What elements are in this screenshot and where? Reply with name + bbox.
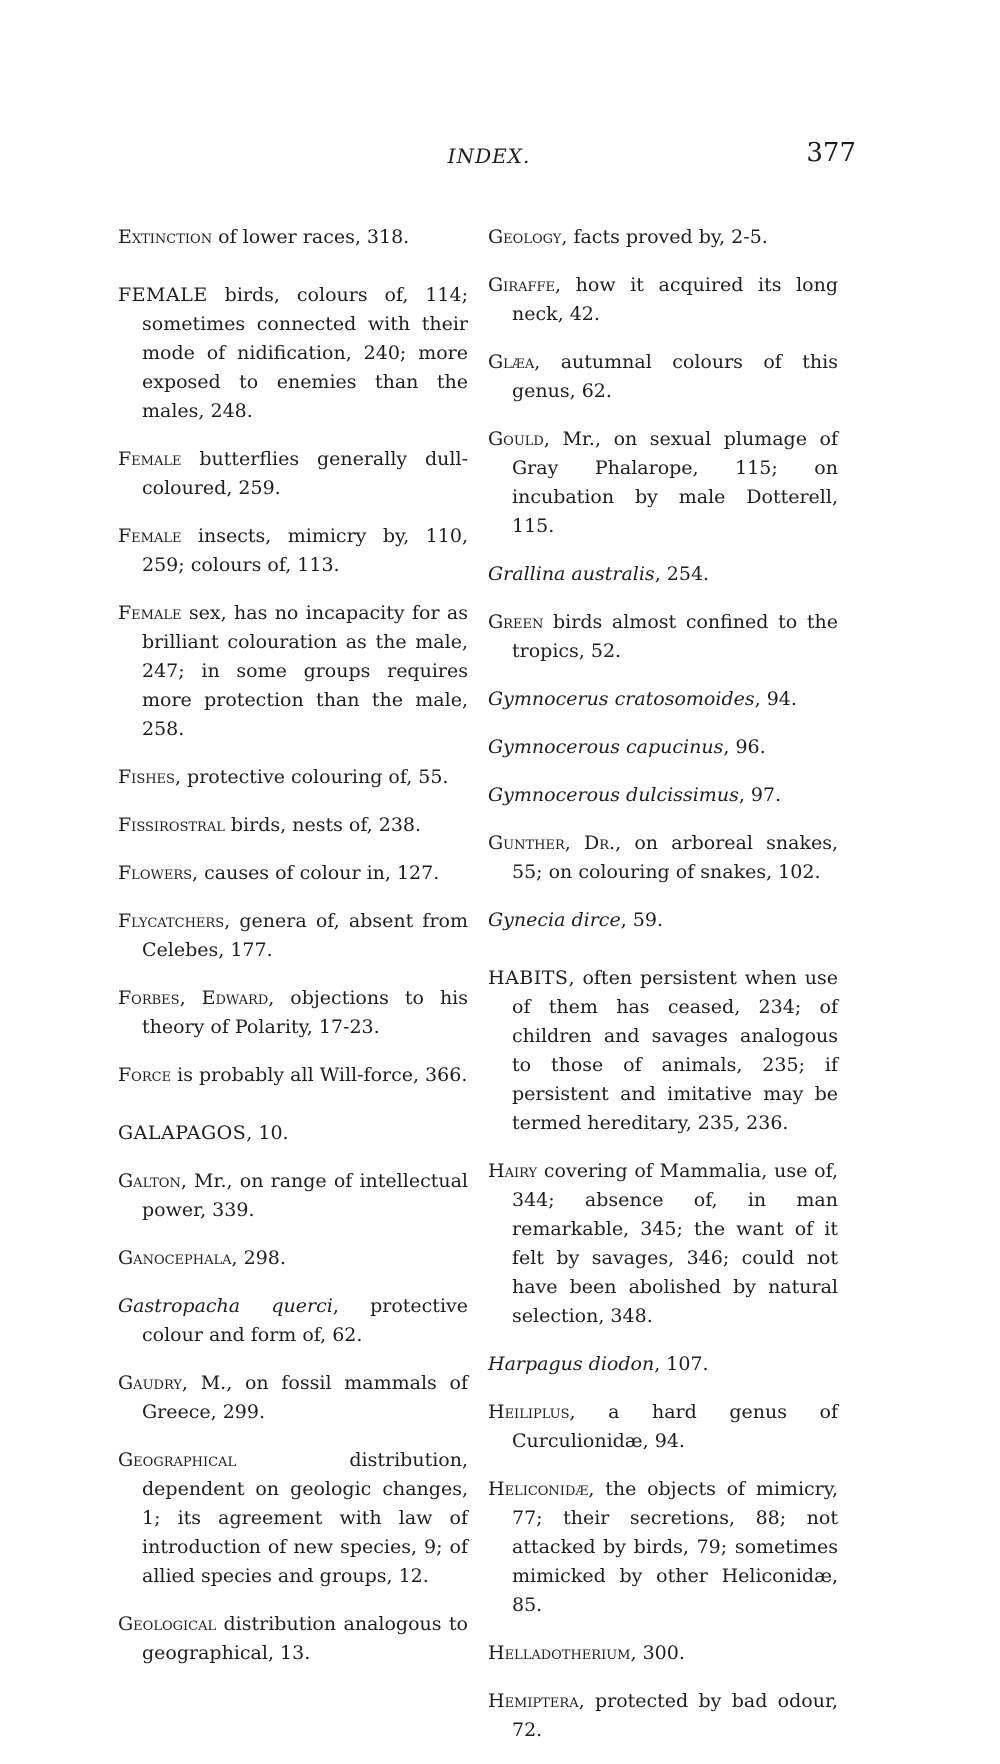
index-heading: Heliconidæ <box>488 1478 589 1500</box>
index-entry <box>488 608 838 666</box>
index-entry <box>118 1610 468 1668</box>
index-text: , 96. <box>723 736 766 758</box>
index-entry <box>488 733 838 762</box>
index-entry <box>118 1369 468 1427</box>
index-heading: Gynecia dirce <box>488 909 621 931</box>
index-entry <box>488 685 838 714</box>
page-header <box>118 138 860 178</box>
index-text: insects, mimicry by, 110, 259; colours of, 113. <box>142 525 468 576</box>
index-heading: Gunther, Dr. <box>488 832 616 854</box>
running-title: INDEX. <box>447 144 531 168</box>
index-heading: Geology <box>488 226 562 248</box>
index-text: , on arboreal snakes, 55; on colouring of snakes, 102. <box>512 832 838 883</box>
index-text: sex, has no incapacity for as brilliant colouration as the male, 247; in some groups requires more protection than the male, 258. <box>142 602 468 740</box>
index-entry <box>118 907 468 965</box>
index-text: , protective colour and form of, 62. <box>142 1295 468 1346</box>
index-heading: Female <box>118 602 182 624</box>
index-text: distribution analogous to geographical, 13. <box>142 1613 468 1664</box>
index-entry <box>488 348 838 406</box>
index-text: , 97. <box>738 784 782 806</box>
index-heading: Grallina australis <box>488 563 655 585</box>
index-entry <box>488 781 838 810</box>
index-text: , 300. <box>630 1642 685 1664</box>
index-text: , 298. <box>231 1247 286 1269</box>
section-heading: GALAPAGOS <box>118 1122 247 1144</box>
index-heading: Gymnocerous dulcissimus <box>488 784 739 806</box>
index-entry <box>488 906 838 935</box>
index-heading: Geological <box>118 1613 217 1635</box>
index-entry <box>118 445 468 503</box>
index-text: , genera of, absent from Celebes, 177. <box>142 910 468 961</box>
index-heading: Heiliplus <box>488 1401 570 1423</box>
index-text: , causes of colour in, 127. <box>192 862 440 884</box>
index-heading: Gymnocerus cratosomoides <box>488 688 755 710</box>
index-heading: Giraffe <box>488 274 556 296</box>
index-entry <box>488 1475 838 1620</box>
index-heading: Flowers <box>118 862 193 884</box>
index-entry <box>488 223 838 252</box>
index-text: birds, colours of, 114; sometimes connected with their mode of nidification, 240; more exposed to enemies than the males, 248. <box>142 284 468 422</box>
index-text: is probably all Will-force, 366. <box>171 1064 468 1086</box>
index-text: of lower races, 318. <box>212 226 410 248</box>
index-entry <box>118 1119 468 1148</box>
index-text: birds, nests of, 238. <box>224 814 422 836</box>
index-text: , 59. <box>620 909 663 931</box>
index-heading: Fishes <box>118 766 175 788</box>
index-entry <box>488 1639 838 1668</box>
index-entry <box>488 1687 838 1745</box>
index-heading: Galton <box>118 1170 181 1192</box>
index-entry <box>488 271 838 329</box>
index-text: , M., on fossil mammals of Greece, 299. <box>142 1372 468 1423</box>
index-text: , protective colouring of, 55. <box>174 766 449 788</box>
index-text: , a hard genus of Curculionidæ, 94. <box>512 1401 838 1452</box>
index-heading: Force <box>118 1064 172 1086</box>
index-heading: Fissirostral <box>118 814 225 836</box>
index-entry <box>118 811 468 840</box>
index-heading: Gould <box>488 428 544 450</box>
index-entry <box>118 859 468 888</box>
index-entry <box>118 281 468 426</box>
index-entry <box>118 763 468 792</box>
index-entry <box>118 984 468 1042</box>
index-heading: Green <box>488 611 544 633</box>
index-heading: Gaudry <box>118 1372 182 1394</box>
index-entry <box>118 1446 468 1591</box>
index-heading: Female <box>118 525 182 547</box>
index-text: , 254. <box>654 563 710 585</box>
index-heading: Gymnocerous capucinus <box>488 736 724 758</box>
index-entry <box>488 964 838 1138</box>
index-entry <box>118 1061 468 1090</box>
index-entry <box>118 1244 468 1273</box>
index-column-left <box>118 204 468 1687</box>
index-heading: Helladotherium <box>488 1642 631 1664</box>
index-text: , 94. <box>754 688 797 710</box>
index-text: , Mr., on sexual plumage of Gray Phalarope, 115; on incubation by male Dotterell, 115. <box>512 428 838 537</box>
index-text: butterflies generally dull-coloured, 259. <box>142 448 468 499</box>
index-entry <box>118 223 468 252</box>
index-text: , autumnal colours of this genus, 62. <box>512 351 838 402</box>
index-entry <box>488 829 838 887</box>
index-heading: Female <box>118 448 182 470</box>
index-entry <box>118 522 468 580</box>
index-text: , often persistent when use of them has ceased, 234; of children and savages analogous to those of animals, 235; if persistent and imitative may be termed hereditary, 235, 236. <box>512 967 838 1134</box>
index-entry <box>118 1292 468 1350</box>
index-text: , how it acquired its long neck, 42. <box>512 274 838 325</box>
section-heading: FEMALE <box>118 284 208 306</box>
index-text: covering of Mammalia, use of, 344; absence of, in man remarkable, 345; the want of it felt by savages, 346; could not have been abolished by natural selection, 348. <box>512 1160 838 1327</box>
index-column-right <box>488 204 838 1764</box>
index-entry <box>118 1167 468 1225</box>
index-text: , objections to his theory of Polarity, 17-23. <box>142 987 469 1038</box>
index-text: , 10. <box>246 1122 289 1144</box>
index-heading: Hemiptera <box>488 1690 579 1712</box>
index-text: , Mr., on range of intellectual power, 339. <box>142 1170 468 1221</box>
index-entry <box>488 1398 838 1456</box>
index-text: , protected by bad odour, 72. <box>512 1690 838 1741</box>
index-text: , the objects of mimicry, 77; their secretions, 88; not attacked by birds, 79; sometimes mimicked by other Heliconidæ, 85. <box>512 1478 838 1616</box>
index-heading: Flycatchers <box>118 910 225 932</box>
index-entry <box>488 560 838 589</box>
index-heading: Gastropacha querci <box>118 1295 333 1317</box>
index-heading: Glæa <box>488 351 535 373</box>
index-heading: Geographical <box>118 1449 237 1471</box>
index-heading: Forbes, Edward <box>118 987 269 1009</box>
index-entry <box>118 599 468 744</box>
index-entry <box>488 1157 838 1331</box>
page-number: 377 <box>806 138 856 168</box>
index-entry <box>488 1350 838 1379</box>
index-entry <box>488 425 838 541</box>
section-heading: HABITS <box>488 967 569 989</box>
index-text: birds almost confined to the tropics, 52. <box>512 611 838 662</box>
index-text: , 107. <box>654 1353 709 1375</box>
index-heading: Harpagus diodon <box>488 1353 655 1375</box>
index-heading: Ganocephala <box>118 1247 232 1269</box>
index-text: , facts proved by, 2-5. <box>561 226 768 248</box>
index-text: distribution, dependent on geologic changes, 1; its agreement with law of introduction of new species, 9; of allied species and groups, 12. <box>142 1449 468 1587</box>
index-heading: Extinction <box>118 226 213 248</box>
index-heading: Hairy <box>488 1160 538 1182</box>
